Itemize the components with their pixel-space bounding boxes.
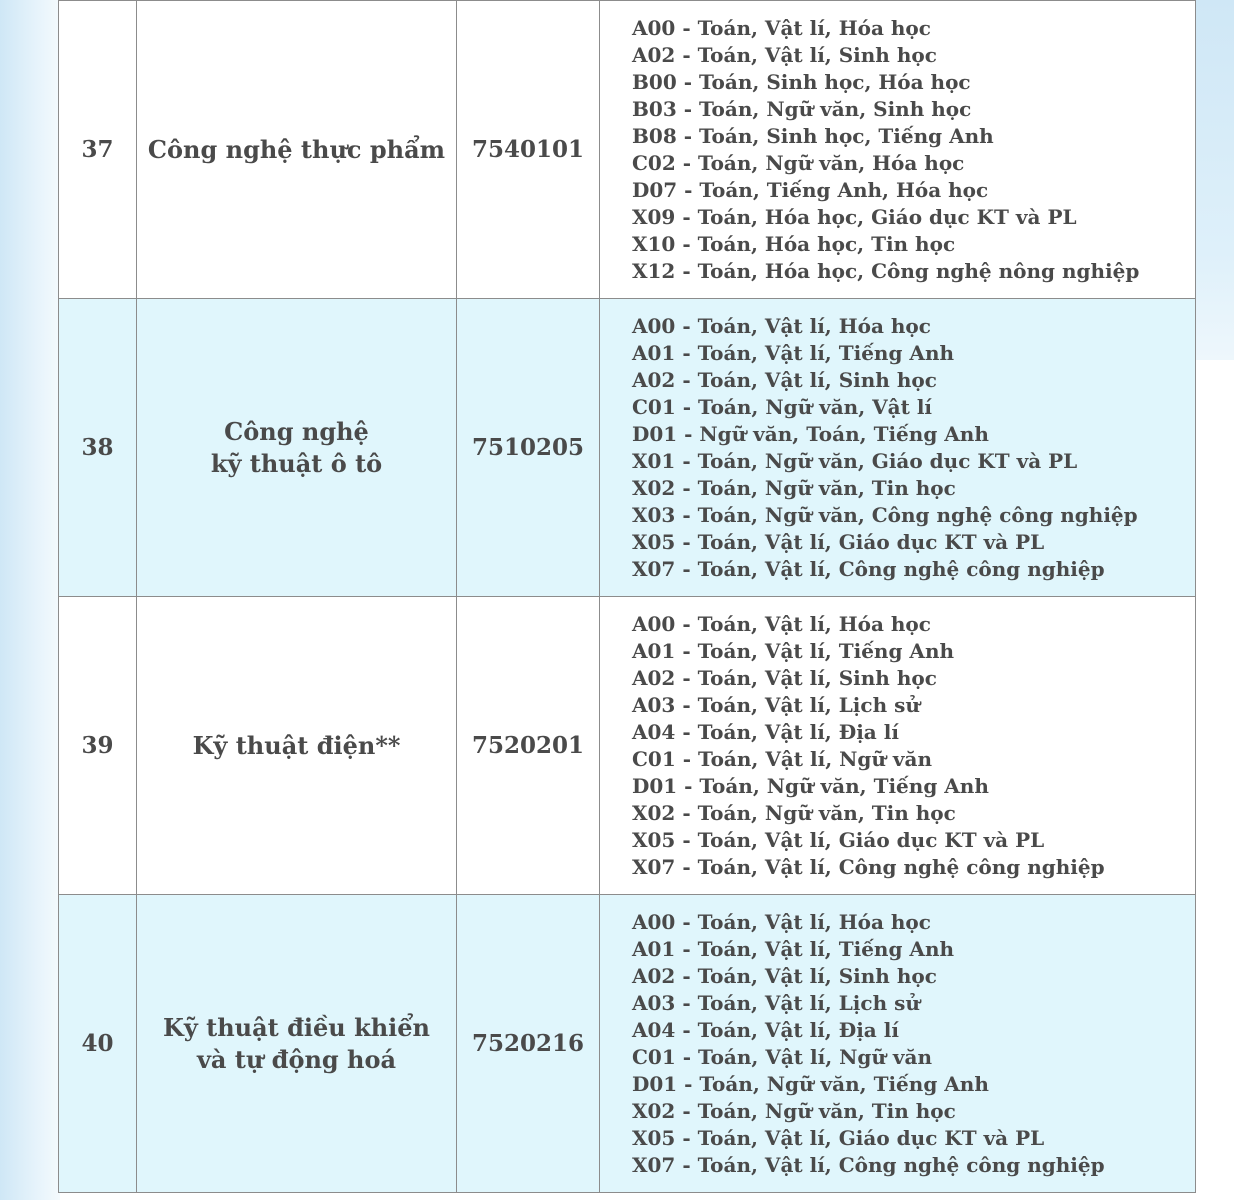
subject-combinations (600, 299, 1196, 597)
combination-item: B08 - Toán, Sinh học, Tiếng Anh (632, 123, 994, 148)
combination-item: X05 - Toán, Vật lí, Giáo dục KT và PL (632, 827, 1045, 852)
background-gradient-left (0, 0, 60, 1200)
major-name-line: Công nghệ thực phẩm (147, 134, 446, 164)
subject-combinations (600, 597, 1196, 895)
background-gradient-right (1195, 0, 1234, 360)
major-name-line: Kỹ thuật điều khiển (162, 1012, 431, 1042)
combination-item: X12 - Toán, Hóa học, Công nghệ nông nghiệp (632, 258, 1140, 283)
table-row (59, 1, 1196, 299)
combination-item: A02 - Toán, Vật lí, Sinh học (632, 42, 937, 67)
combination-item: X09 - Toán, Hóa học, Giáo dục KT và PL (632, 204, 1077, 229)
combination-item: A01 - Toán, Vật lí, Tiếng Anh (632, 638, 955, 663)
combination-item: A00 - Toán, Vật lí, Hóa học (632, 909, 931, 934)
combination-item: B00 - Toán, Sinh học, Hóa học (632, 69, 971, 94)
combination-item: C01 - Toán, Ngữ văn, Vật lí (632, 394, 933, 419)
combination-item: X01 - Toán, Ngữ văn, Giáo dục KT và PL (632, 448, 1078, 473)
combination-item: A01 - Toán, Vật lí, Tiếng Anh (632, 936, 955, 961)
combination-item: C01 - Toán, Vật lí, Ngữ văn (632, 1044, 933, 1069)
combination-item: A00 - Toán, Vật lí, Hóa học (632, 611, 931, 636)
major-name (137, 597, 457, 895)
row-number: 40 (59, 895, 137, 1193)
combination-item: X02 - Toán, Ngữ văn, Tin học (632, 475, 956, 500)
major-name (137, 299, 457, 597)
combination-item: A00 - Toán, Vật lí, Hóa học (632, 15, 931, 40)
combination-item: A02 - Toán, Vật lí, Sinh học (632, 665, 937, 690)
combination-item: C02 - Toán, Ngữ văn, Hóa học (632, 150, 965, 175)
combination-item: C01 - Toán, Vật lí, Ngữ văn (632, 746, 933, 771)
combination-item: D07 - Toán, Tiếng Anh, Hóa học (632, 177, 989, 202)
major-code: 7520216 (457, 895, 600, 1193)
combination-item: A02 - Toán, Vật lí, Sinh học (632, 367, 937, 392)
table-row (59, 597, 1196, 895)
combination-item: D01 - Toán, Ngữ văn, Tiếng Anh (632, 773, 989, 798)
combination-list (632, 313, 1195, 583)
combination-item: A04 - Toán, Vật lí, Địa lí (632, 1017, 899, 1042)
majors-table (58, 0, 1196, 1193)
major-name-line: Công nghệ (224, 416, 369, 446)
combination-item: D01 - Toán, Ngữ văn, Tiếng Anh (632, 1071, 989, 1096)
combination-list (632, 909, 1195, 1179)
major-name (137, 1, 457, 299)
combination-item: X10 - Toán, Hóa học, Tin học (632, 231, 956, 256)
row-number: 38 (59, 299, 137, 597)
combination-item: X07 - Toán, Vật lí, Công nghệ công nghiệp (632, 854, 1105, 879)
majors-table-body (59, 1, 1196, 1193)
table-row (59, 299, 1196, 597)
combination-item: X02 - Toán, Ngữ văn, Tin học (632, 1098, 956, 1123)
subject-combinations (600, 1, 1196, 299)
major-name-line: kỹ thuật ô tô (210, 448, 383, 478)
combination-item: A03 - Toán, Vật lí, Lịch sử (632, 692, 920, 717)
major-name-line: và tự động hoá (196, 1044, 397, 1074)
combination-item: A00 - Toán, Vật lí, Hóa học (632, 313, 931, 338)
major-name-line: Kỹ thuật điện** (192, 730, 401, 760)
row-number: 37 (59, 1, 137, 299)
combination-item: B03 - Toán, Ngữ văn, Sinh học (632, 96, 972, 121)
major-code: 7510205 (457, 299, 600, 597)
combination-item: A01 - Toán, Vật lí, Tiếng Anh (632, 340, 955, 365)
combination-item: X07 - Toán, Vật lí, Công nghệ công nghiệp (632, 556, 1105, 581)
combination-item: A03 - Toán, Vật lí, Lịch sử (632, 990, 920, 1015)
row-number: 39 (59, 597, 137, 895)
combination-item: A04 - Toán, Vật lí, Địa lí (632, 719, 899, 744)
combination-list (632, 15, 1195, 285)
major-code: 7540101 (457, 1, 600, 299)
combination-item: X05 - Toán, Vật lí, Giáo dục KT và PL (632, 1125, 1045, 1150)
combination-item: X07 - Toán, Vật lí, Công nghệ công nghiệp (632, 1152, 1105, 1177)
table-row (59, 895, 1196, 1193)
combination-item: X03 - Toán, Ngữ văn, Công nghệ công nghiệp (632, 502, 1138, 527)
combination-item: X05 - Toán, Vật lí, Giáo dục KT và PL (632, 529, 1045, 554)
combination-list (632, 611, 1195, 881)
combination-item: D01 - Ngữ văn, Toán, Tiếng Anh (632, 421, 989, 446)
subject-combinations (600, 895, 1196, 1193)
major-name (137, 895, 457, 1193)
combination-item: X02 - Toán, Ngữ văn, Tin học (632, 800, 956, 825)
combination-item: A02 - Toán, Vật lí, Sinh học (632, 963, 937, 988)
major-code: 7520201 (457, 597, 600, 895)
